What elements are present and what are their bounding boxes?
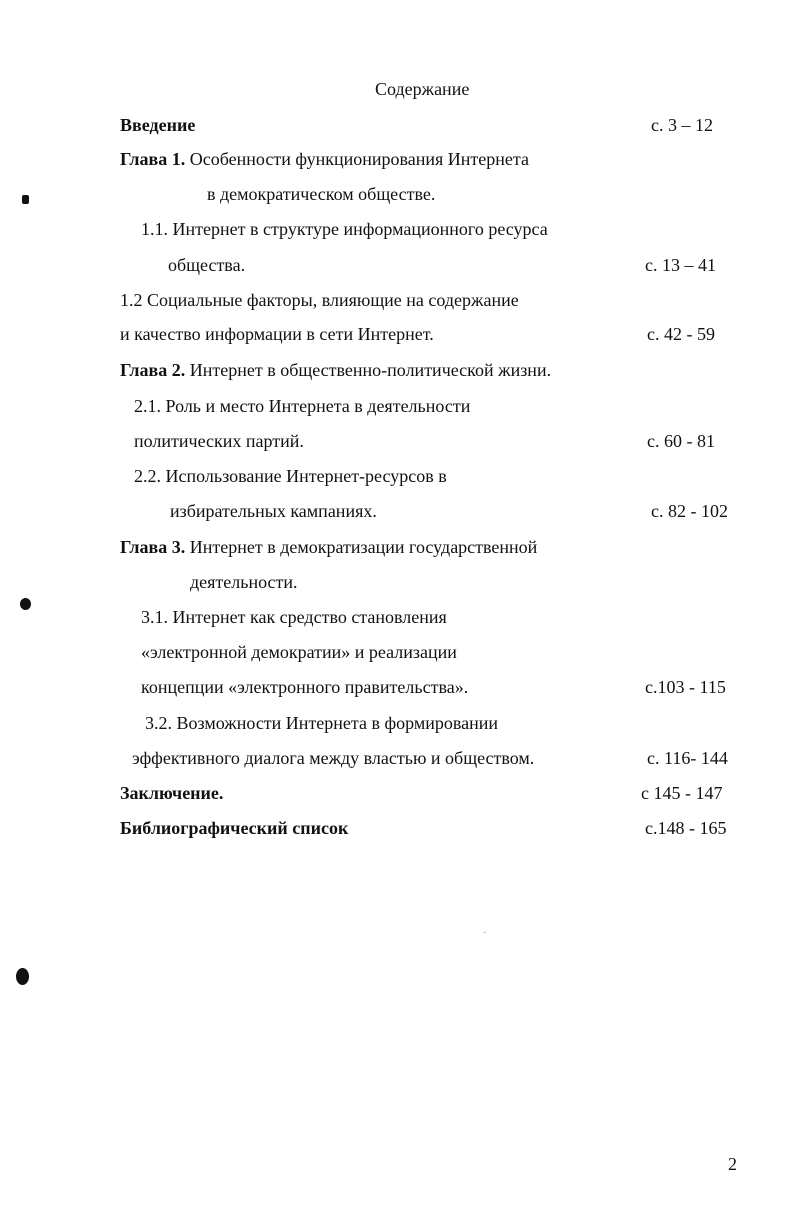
toc-section-3-2-line2: эффективного диалога между властью и обществом. (132, 748, 535, 768)
toc-chapter1-heading (120, 147, 529, 171)
toc-section-1-1-pages: с. 13 – 41 (645, 255, 716, 275)
toc-section-2-1-line1: 2.1. Роль и место Интернета в деятельности (134, 396, 471, 416)
page-title: Содержание (375, 79, 470, 99)
toc-chapter3-title: Интернет в демократизации государственной (189, 537, 538, 557)
toc-conclusion-pages: с 145 - 147 (641, 783, 723, 803)
toc-chapter1-title-line2: в демократическом обществе. (207, 184, 436, 204)
toc-section-3-2-pages: с. 116- 144 (647, 748, 728, 768)
toc-section-3-2-line1: 3.2. Возможности Интернета в формировании (145, 713, 499, 733)
toc-chapter3-title-line2: деятельности. (190, 572, 298, 592)
toc-section-1-1-line1: 1.1. Интернет в структуре информационного ресурса (141, 219, 548, 239)
toc-chapter2-title: Интернет в общественно-политической жизни. (189, 360, 552, 380)
toc-bibliography-pages: с.148 - 165 (645, 818, 727, 838)
toc-section-3-1-line3: концепции «электронного правительства». (141, 677, 469, 697)
toc-section-2-1-line2: политических партий. (134, 431, 304, 451)
toc-intro-pages: с. 3 – 12 (651, 115, 713, 135)
scan-mark-bottom (16, 968, 29, 985)
toc-section-3-1-line1: 3.1. Интернет как средство становления (141, 607, 447, 627)
toc-section-1-1-line2: общества. (168, 255, 246, 275)
toc-section-1-2-line2: и качество информации в сети Интернет. (120, 324, 434, 344)
toc-chapter2-heading (120, 358, 551, 382)
toc-chapter3-prefix: Глава 3. (120, 537, 186, 557)
toc-section-2-2-line1: 2.2. Использование Интернет-ресурсов в (134, 466, 447, 486)
toc-section-1-2-pages: с. 42 - 59 (647, 324, 715, 344)
toc-chapter2-prefix: Глава 2. (120, 360, 186, 380)
scan-speck (483, 932, 486, 933)
toc-chapter3-heading (120, 535, 537, 559)
toc-bibliography-label: Библиографический список (120, 818, 349, 838)
scan-mark-top (22, 195, 29, 204)
toc-section-2-1-pages: с. 60 - 81 (647, 431, 715, 451)
toc-section-3-1-line2: «электронной демократии» и реализации (141, 642, 457, 662)
toc-chapter1-prefix: Глава 1. (120, 149, 186, 169)
toc-conclusion-label: Заключение. (120, 783, 224, 803)
toc-chapter1-title: Особенности функционирования Интернета (189, 149, 529, 169)
toc-section-2-2-pages: с. 82 - 102 (651, 501, 728, 521)
scan-mark-middle (20, 598, 31, 610)
toc-section-3-1-pages: с.103 - 115 (645, 677, 726, 697)
toc-intro-label: Введение (120, 115, 196, 135)
toc-section-2-2-line2: избирательных кампаниях. (170, 501, 377, 521)
page-number: 2 (728, 1154, 737, 1174)
toc-section-1-2-line1: 1.2 Социальные факторы, влияющие на содержание (120, 290, 519, 310)
